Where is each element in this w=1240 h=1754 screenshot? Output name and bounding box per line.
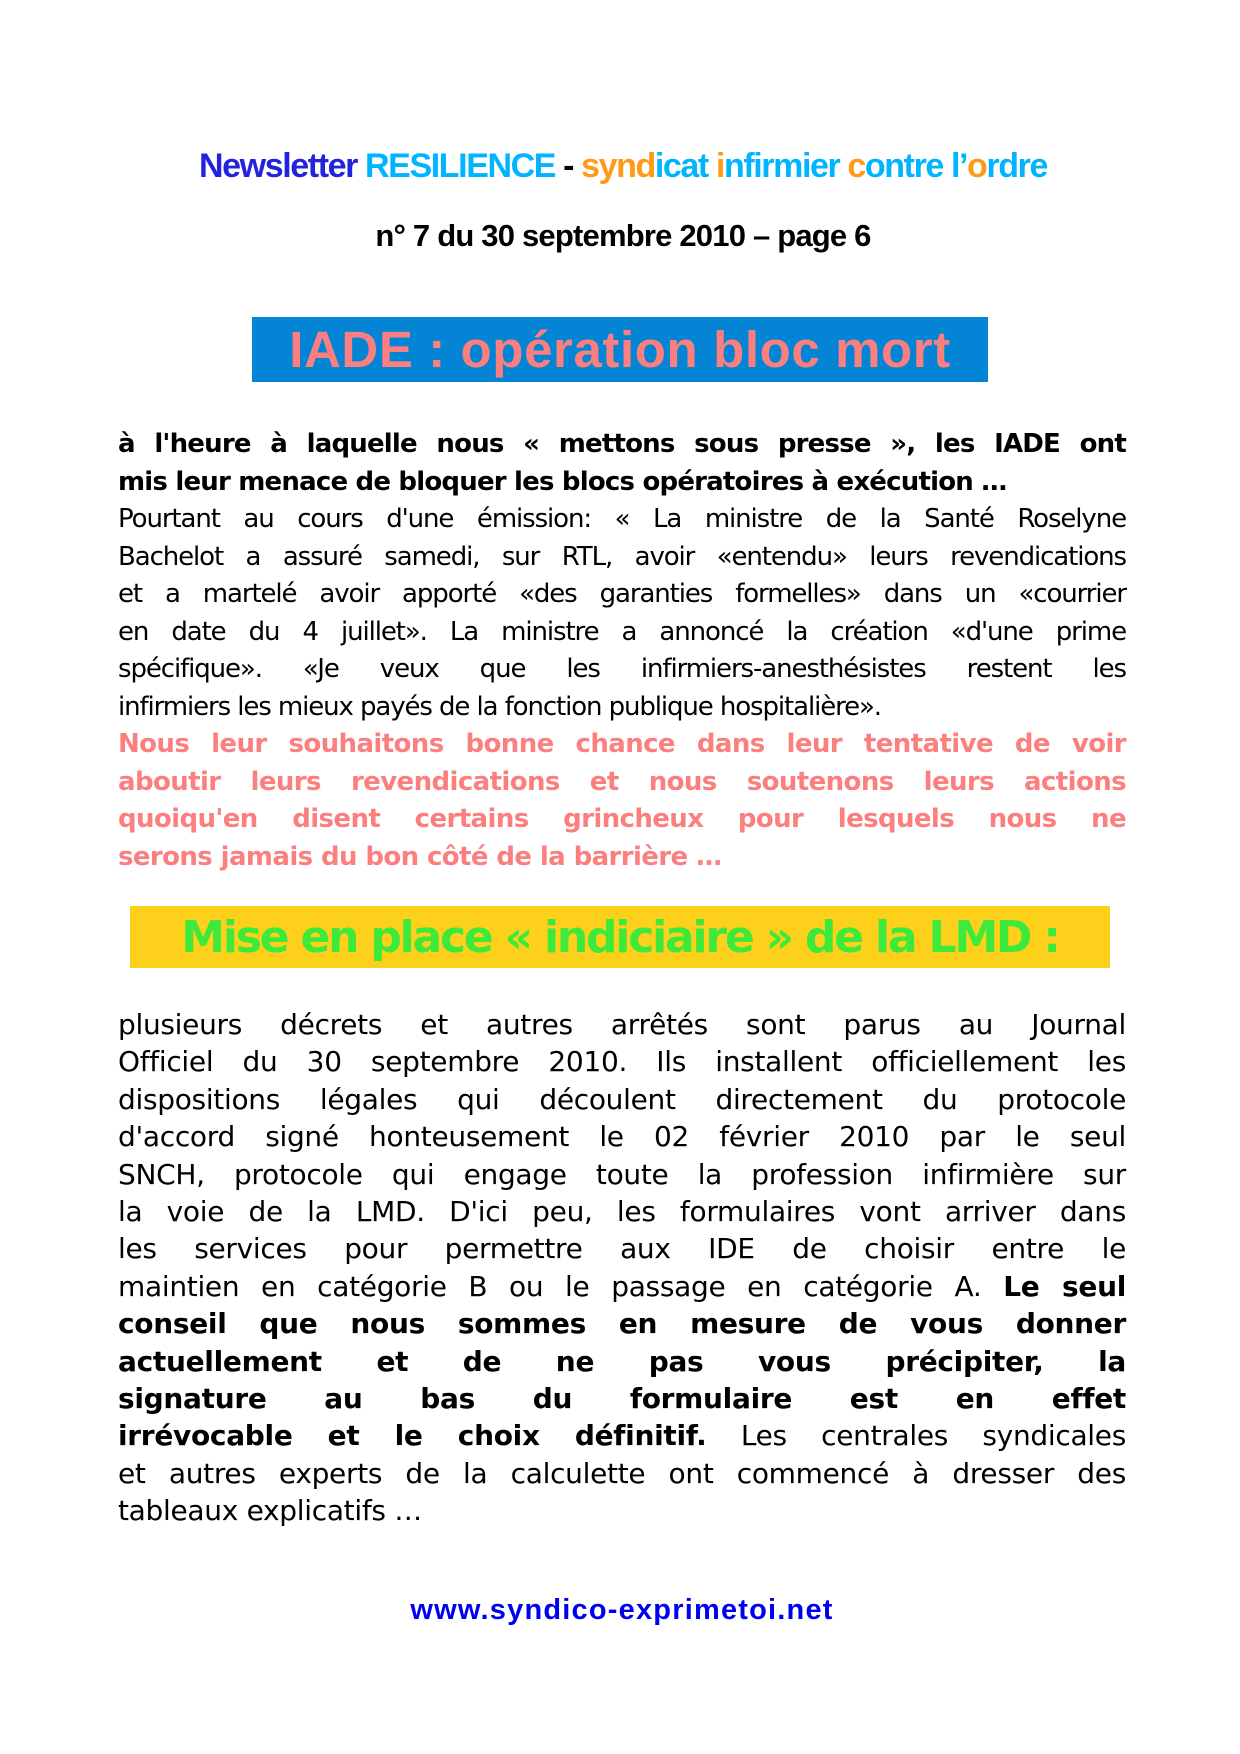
text-line <box>118 1417 1126 1454</box>
section-lmd-body <box>118 1006 1126 1529</box>
bold-text: actuellement et de ne pas vous précipiter, la <box>118 1344 1126 1378</box>
text-line: aboutir leurs revendications et nous soutenons leurs actions <box>118 766 1126 797</box>
masthead-segment: synd <box>581 147 655 185</box>
text: Officiel du 30 septembre 2010. Ils installent officiellement les <box>118 1045 1126 1079</box>
bold-text: Le seul <box>1003 1269 1127 1303</box>
masthead-segment: icat <box>654 147 716 185</box>
section-iade-body <box>118 426 1126 876</box>
text-line: spécifique». «Je veux que les infirmiers-anesthésistes restent les <box>118 654 1126 684</box>
text-line: Pourtant au cours d'une émission: « La ministre de la Santé Roselyne <box>118 504 1126 534</box>
text: SNCH, protocole qui engage toute la profession infirmière sur <box>118 1157 1126 1191</box>
text: plusieurs décrets et autres arrêtés sont parus au Journal <box>118 1008 1126 1041</box>
text-line <box>118 1156 1126 1193</box>
bold-text: conseil que nous sommes en mesure de vous donner <box>118 1307 1126 1341</box>
section-title-iade-text: IADE : opération bloc mort <box>289 321 951 378</box>
text: les services pour permettre aux IDE de choisir entre le <box>118 1232 1126 1266</box>
footer-website-link[interactable]: www.syndico-exprimetoi.net <box>410 1594 834 1626</box>
text-line <box>118 1343 1126 1380</box>
text: et autres experts de la calculette ont commencé à dresser des <box>118 1456 1126 1490</box>
masthead-segment: c <box>847 147 865 185</box>
masthead-segment: nfirmier <box>723 147 848 185</box>
text: Les centrales syndicales <box>706 1419 1126 1453</box>
text-line <box>118 1006 1126 1043</box>
text-line <box>118 1455 1126 1492</box>
masthead-segment: ontre l’ <box>864 147 968 185</box>
text-line: Bachelot a assuré samedi, sur RTL, avoir «entendu» leurs revendications <box>118 541 1126 572</box>
text-line: serons jamais du bon côté de la barrière … <box>118 841 722 872</box>
text: d'accord signé honteusement le 02 février 2010 par le seul <box>118 1120 1126 1154</box>
text-line: infirmiers les mieux payés de la fonction publique hospitalière». <box>118 691 881 722</box>
masthead-segment: rdre <box>986 147 1047 185</box>
text-line: en date du 4 juillet». La ministre a annoncé la création «d'une prime <box>118 616 1126 647</box>
masthead-title <box>118 146 1128 186</box>
text-line <box>118 1380 1126 1417</box>
text: dispositions légales qui découlent directement du protocole <box>118 1082 1126 1116</box>
masthead-segment: Newsletter <box>199 147 357 185</box>
masthead-segment: o <box>967 147 987 185</box>
text: maintien en catégorie B ou le passage en catégorie A. <box>118 1269 1004 1303</box>
text-line <box>118 1268 1126 1305</box>
section-title-iade <box>252 317 988 382</box>
text-line <box>118 1118 1126 1155</box>
section-title-lmd <box>130 906 1110 968</box>
section-title-lmd-text: Mise en place « indiciaire » de la LMD : <box>181 911 1059 963</box>
text-line <box>118 1230 1126 1267</box>
text-line <box>118 1305 1126 1342</box>
text-line: et a martelé avoir apporté «des garanties formelles» dans un «courrier <box>118 579 1126 609</box>
text: tableaux explicatifs … <box>118 1494 422 1528</box>
masthead-segment <box>357 147 365 185</box>
masthead-segment: - <box>555 147 582 185</box>
bold-text: irrévocable et le choix définitif. <box>118 1419 707 1453</box>
text-line: mis leur menace de bloquer les blocs opératoires à exécution … <box>118 466 1007 497</box>
text-line: Nous leur souhaitons bonne chance dans leur tentative de voir <box>118 729 1126 759</box>
masthead-segment: i <box>715 147 724 185</box>
text-line <box>118 1081 1126 1118</box>
text-line: quoiqu'en disent certains grincheux pour lesquels nous ne <box>118 804 1126 834</box>
text-line <box>118 1193 1126 1230</box>
masthead-segment: RESILIENCE <box>365 147 556 185</box>
text: la voie de la LMD. D'ici peu, les formulaires vont arriver dans <box>118 1194 1126 1228</box>
text-line <box>118 1492 1126 1529</box>
text-line <box>118 1043 1126 1080</box>
issue-subtitle: n° 7 du 30 septembre 2010 – page 6 <box>375 218 871 253</box>
bold-text: signature au bas du formulaire est en effet <box>118 1381 1126 1415</box>
text-line: à l'heure à laquelle nous « mettons sous presse », les IADE ont <box>118 429 1126 459</box>
